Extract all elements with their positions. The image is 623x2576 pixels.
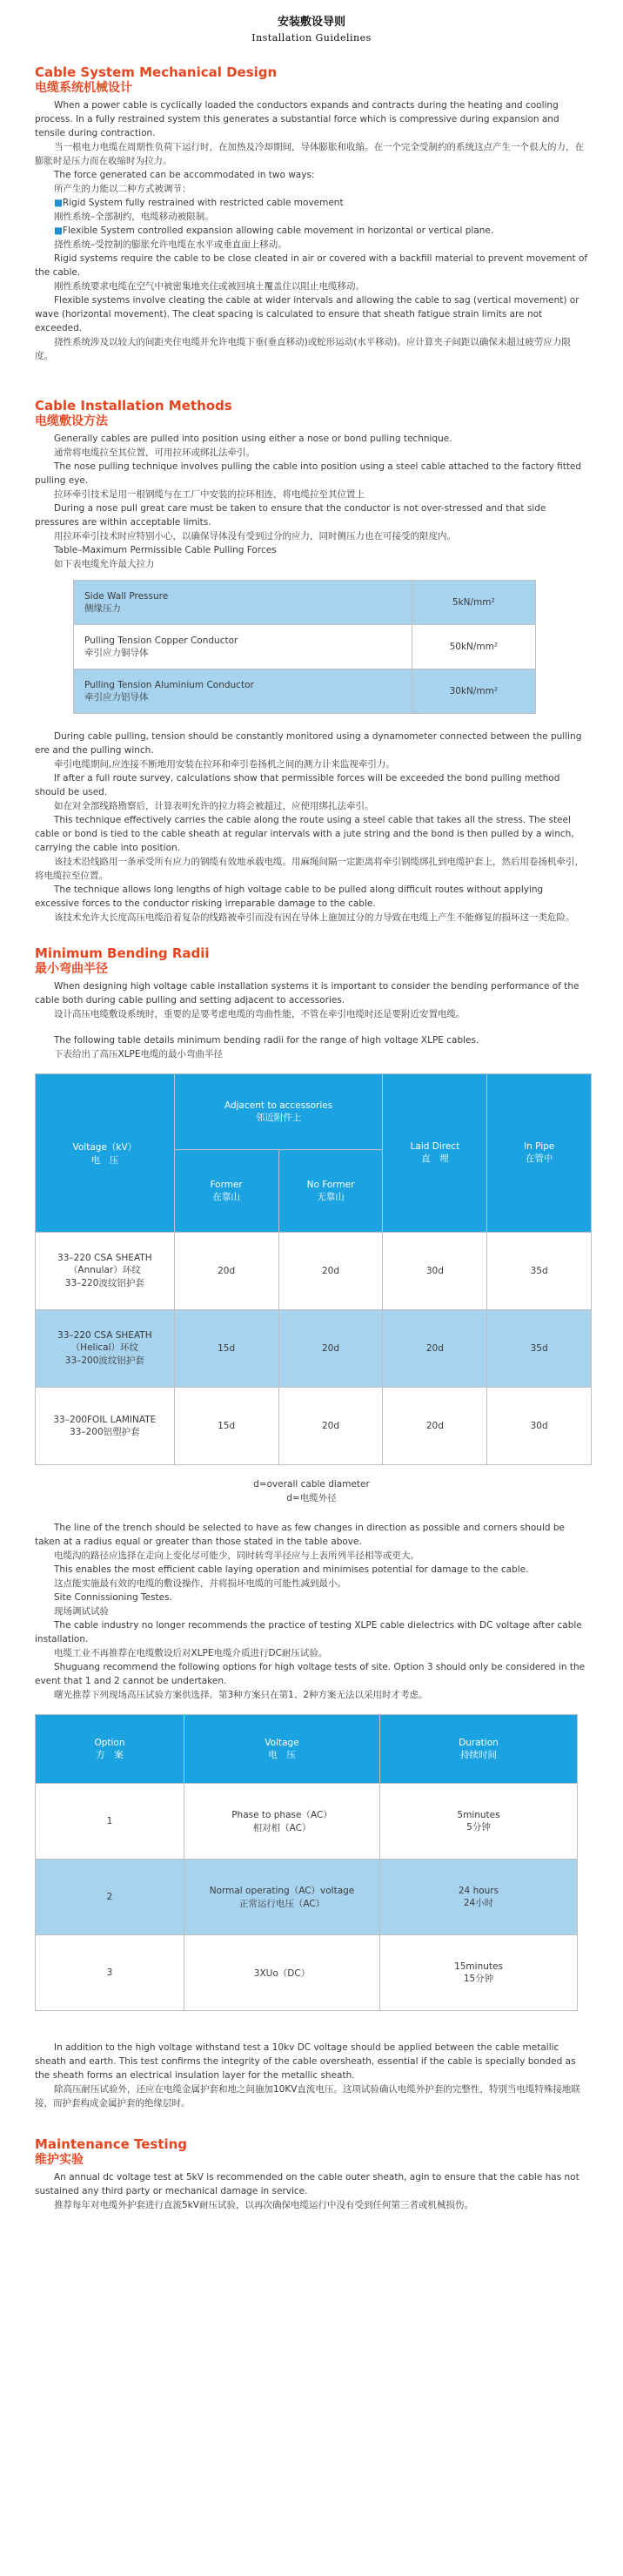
row-label-cn: 牵引应力铜导体: [84, 647, 149, 658]
legend-line: d=电缆外径: [286, 1493, 337, 1503]
paragraph: In addition to the high voltage withstand test a 10kv DC voltage should be applied between the cable metallic sheath and earth. This test confirms the integrity of the cable oversheath, essential if the cable is specially bonded as the sheath forms an electrical insulation layer for the metallic sheath.: [35, 2042, 576, 2081]
section-heading-en: Maintenance Testing: [35, 2136, 188, 2152]
paragraph: When a power cable is cyclically loaded the conductors expands and contracts during the heating and cooling process. In a fully restrained system this generates a substantial force which is compressive during expansion and tensile during contraction.: [35, 100, 559, 138]
paragraph: 通常将电缆拉至其位置，可用拉环或绑扎法牵引。: [54, 447, 255, 458]
paragraph: Generally cables are pulled into position using either a nose or bond pulling technique.: [54, 434, 452, 444]
table-cell: 20d: [174, 1233, 278, 1310]
paragraph: During a nose pull great care must be taken to ensure that the conductor is not over-stressed and that side pressures are within acceptable limits.: [35, 503, 546, 528]
paragraph: 现场调试试验: [54, 1606, 109, 1617]
header-text-cn: 直 埋: [421, 1153, 449, 1164]
paragraph: 刚性系统–全部制约，电缆移动被限制。: [54, 212, 214, 222]
table-caption-cn: 如下表电缆允许最大拉力: [54, 559, 155, 569]
header-option: [36, 1715, 184, 1784]
section-bending-radii: [35, 945, 588, 2110]
legend-line: d=overall cable diameter: [253, 1479, 370, 1490]
paragraph: 推荐每年对电缆外护套进行直流5kV耐压试验，以再次确保电缆运行中没有受到任何第三者或机械损伤。: [54, 2200, 473, 2210]
table-header-row: [36, 1715, 578, 1784]
cell-line: 33–200铝塑护套: [70, 1426, 140, 1437]
paragraph: 设计高压电缆敷设系统时，重要的是要考虑电缆的弯曲性能，不管在牵引电缆时还是要附近安置电缆。: [54, 1009, 466, 1019]
header-laid-direct: [383, 1074, 487, 1233]
header-text-cn: 持续时间: [460, 1749, 497, 1760]
section-heading-cn: 维护实验: [35, 2153, 84, 2167]
paragraph: Flexible systems involve cleating the cable at wider intervals and allowing the cable to sag (vertical movement) or wave (horizontal movement). The cleat spacing is calculated to ensure that sheath fatigue strain limits are not exceeded.: [35, 295, 579, 333]
paragraph: 用拉环牵引技术时应特别小心，以确保导体没有受到过分的应力，同时侧压力也在可接受的限度内。: [54, 531, 456, 541]
cell-line: 15minutes: [454, 1961, 503, 1972]
table-cell: 20d: [278, 1233, 383, 1310]
table-cell: 30d: [487, 1388, 592, 1465]
header-text: Voltage: [265, 1737, 299, 1748]
header-text: Adjacent to accessories: [224, 1100, 333, 1111]
table-row: [74, 669, 536, 714]
header-text-cn: 在管中: [525, 1153, 553, 1164]
paragraph: This technique effectively carries the cable along the route using a steel cable that takes all the stress. The steel cable or bond is tied to the cable sheath at regular intervals with a jute string and the bond is then pulled by a winch, carrying the cable into position.: [35, 815, 574, 853]
table-row: [36, 1388, 592, 1465]
table-cell: 30kN/mm²: [412, 669, 535, 714]
header-text-cn: 邻近附件上: [255, 1112, 302, 1123]
paragraph: 拉环牵引技术是用一根钢缆与在工厂中安装的拉环相连，将电缆拉至其位置上: [54, 489, 365, 500]
header-no-former: [278, 1150, 383, 1233]
table-caption: Table–Maximum Permissible Cable Pulling Forces: [54, 545, 277, 555]
paragraph: 所产生的力能以二种方式被调节：: [54, 184, 191, 194]
table-row: [74, 625, 536, 669]
section-mechanical-design: [35, 64, 588, 363]
section-heading-en: Cable System Mechanical Design: [35, 64, 278, 80]
paragraph: The nose pulling technique involves pulling the cable into position using a steel cable attached to the factory fitted pulling eye.: [35, 461, 582, 486]
section-heading-cn: 最小弯曲半径: [35, 962, 108, 976]
table-cell: [380, 1860, 578, 1935]
site-test-options-table: [35, 1714, 578, 2011]
paragraph: 挠性系统涉及以较大的间距夹住电缆并允许电缆下垂(垂直移动)或蛇形运动(水平移动)。应计算夹子间距以确保未超过疲劳应力限度。: [35, 337, 571, 361]
table-cell: [36, 1310, 175, 1388]
paragraph: 当一根电力电缆在周期性负荷下运行时，在加热及冷却期间，导体膨胀和收缩。在一个完全受制约的系统这点产生一个很大的力，在膨胀时是压力而在收缩时为拉力。: [35, 142, 584, 166]
bending-radii-table: [35, 1073, 592, 1465]
cell-line: 15分钟: [463, 1973, 494, 1984]
bullet-square-icon: ■: [54, 225, 63, 236]
cell-line: 正常运行电压（AC）: [238, 1899, 325, 1909]
header-text-cn: 方 案: [96, 1749, 124, 1760]
paragraph: The cable industry no longer recommends the practice of testing XLPE cable dielectrics with DC voltage after cable installation.: [35, 1620, 582, 1644]
paragraph: The line of the trench should be selected to have as few changes in direction as possible and corners should be taken at a radius equal or greater than those stated in the table above.: [35, 1523, 566, 1547]
table-cell: 5kN/mm²: [412, 581, 535, 625]
bullet-item: [35, 224, 588, 238]
cell-line: 33–220 CSA SHEATH: [57, 1330, 152, 1341]
table-cell: [74, 669, 412, 714]
header-text: Voltage（kV）: [72, 1141, 137, 1153]
bullet-item: [35, 196, 588, 210]
header-adjacent: [174, 1074, 383, 1150]
row-label-en: Side Wall Pressure: [84, 590, 169, 602]
paragraph: The force generated can be accommodated in two ways:: [54, 170, 315, 180]
table-cell: 30d: [383, 1233, 487, 1310]
row-label-en: Pulling Tension Copper Conductor: [84, 635, 238, 646]
table-cell: 1: [36, 1784, 184, 1860]
paragraph: 这点能实施最有效的电缆的敷设操作，并将损坏电缆的可能性减到最小。: [54, 1578, 346, 1589]
header-voltage: [36, 1074, 175, 1233]
table-cell: 20d: [278, 1310, 383, 1388]
paragraph: When designing high voltage cable installation systems it is important to consider the bending performance of the cable both during cable pulling and setting adjacent to accessories.: [35, 981, 579, 1006]
table-cell: 35d: [487, 1310, 592, 1388]
table-cell: 35d: [487, 1233, 592, 1310]
document-title: [35, 12, 588, 44]
header-text: Duration: [459, 1737, 499, 1748]
cell-line: 33–220波纹铝护套: [64, 1278, 144, 1288]
cell-line: 24 hours: [458, 1885, 499, 1896]
cell-line: 24小时: [463, 1897, 494, 1908]
table-cell: [184, 1784, 380, 1860]
pulling-forces-table: [73, 580, 536, 714]
table-cell: [380, 1935, 578, 2011]
table-cell: 20d: [383, 1388, 487, 1465]
table-cell: [184, 1860, 380, 1935]
row-label-cn: 牵引应力铝导体: [84, 691, 149, 703]
header-former: [174, 1150, 278, 1233]
paragraph: 刚性系统要求电缆在空气中被密集地夹住或被回填土覆盖住以阻止电缆移动。: [54, 281, 365, 292]
header-text: Laid Direct: [410, 1141, 460, 1152]
paragraph: 牵引电缆期间,应连接不断地用安装在拉环和牵引卷扬机之间的测力计来监视牵引力。: [54, 759, 395, 770]
table-row: [36, 1233, 592, 1310]
cell-line: 5minutes: [457, 1809, 500, 1820]
header-text: In Pipe: [524, 1141, 555, 1152]
row-label-en: Pulling Tension Aluminium Conductor: [84, 679, 254, 690]
header-in-pipe: [487, 1074, 592, 1233]
cell-line: 33–200FOIL LAMINATE: [53, 1414, 157, 1425]
paragraph: Rigid systems require the cable to be close cleated in air or covered with a backfill material to prevent movement of the cable.: [35, 253, 588, 278]
cell-line: （Annular）环纹: [68, 1265, 141, 1275]
header-text: No Former: [306, 1179, 355, 1190]
header-text-cn: 在靠山: [212, 1191, 240, 1202]
header-voltage: [184, 1715, 380, 1784]
cell-line: 33–200波纹铝护套: [64, 1355, 144, 1366]
cell-line: Normal operating（AC）voltage: [209, 1886, 355, 1896]
paragraph: An annual dc voltage test at 5kV is recommended on the cable outer sheath, agin to ensure that the cable has not sustained any third party or mechanical damage in service.: [35, 2172, 579, 2196]
cell-line: 相对相（AC）: [252, 1823, 312, 1833]
section-heading-en: Minimum Bending Radii: [35, 945, 210, 961]
section-heading-cn: 电缆系统机械设计: [35, 81, 132, 95]
cell-line: 33–220 CSA SHEATH: [57, 1253, 152, 1263]
row-label-cn: 侧缘压力: [84, 602, 121, 614]
paragraph: This enables the most efficient cable laying operation and minimises potential for damage to the cable.: [54, 1564, 529, 1575]
table-cell: [74, 625, 412, 669]
table-cell: 2: [36, 1860, 184, 1935]
bullet-square-icon: ■: [54, 198, 63, 208]
header-text-cn: 电 压: [268, 1749, 296, 1760]
section-heading-en: Cable Installation Methods: [35, 398, 232, 414]
table-row: [36, 1310, 592, 1388]
paragraph: 该技术沿线路用一条承受所有应力的钢缆有效地承载电缆。用麻绳间隔一定距离将牵引钢缆绑扎到电缆护套上，然后用卷扬机牵引，将电缆拉至位置。: [35, 857, 584, 881]
table-cell: 15d: [174, 1388, 278, 1465]
section-heading-cn: 电缆敷设方法: [35, 414, 108, 428]
header-text-cn: 无靠山: [317, 1191, 345, 1202]
table-cell: [380, 1784, 578, 1860]
paragraph: 下表给出了高压XLPE电缆的最小弯曲半径: [54, 1049, 224, 1059]
title-en: Installation Guidelines: [251, 32, 372, 44]
table-cell: [36, 1233, 175, 1310]
paragraph: The technique allows long lengths of high voltage cable to be pulled along difficult routes without applying excessive forces to the conductor risking irreparable damage to the cable.: [35, 884, 544, 909]
header-text: Option: [94, 1737, 125, 1748]
section-maintenance-testing: [35, 2136, 588, 2212]
title-cn: 安装敷设导则: [277, 16, 345, 29]
table-cell: [74, 581, 412, 625]
cell-line: Phase to phase（AC）: [231, 1810, 332, 1820]
table-row: [74, 581, 536, 625]
paragraph: Shuguang recommend the following options for high voltage tests of site. Option 3 should only be considered in the event that 1 and 2 cannot be undertaken.: [35, 1662, 586, 1686]
paragraph: 除高压耐压试验外，还应在电缆金属护套和地之间施加10KV直流电压。这项试验确认电缆外护套的完整性，特别当电缆特殊接地联接，而护套构成金属护套的绝缘层时。: [35, 2084, 580, 2109]
header-text: Former: [210, 1179, 243, 1190]
table-row: [36, 1784, 578, 1860]
table-cell: 15d: [174, 1310, 278, 1388]
section-installation-methods: [35, 398, 588, 925]
paragraph: 挠性系统–受控制的膨胀允许电缆在水平或垂直面上移动。: [54, 239, 287, 250]
bullet-text: Rigid System fully restrained with restricted cable movement: [62, 198, 344, 208]
paragraph: 电缆工业不再推荐在电缆敷设后对XLPE电缆介质进行DC耐压试验。: [54, 1648, 328, 1658]
header-text-cn: 电 压: [90, 1154, 119, 1166]
table-header-row: [36, 1074, 592, 1150]
table-cell: 3: [36, 1935, 184, 2011]
table-legend: [35, 1477, 588, 1505]
table-cell: 20d: [278, 1388, 383, 1465]
document-page: [0, 12, 623, 2212]
table-row: [36, 1935, 578, 2011]
paragraph: 曙光推荐下列现场高压试验方案供选择。第3种方案只在第1、2种方案无法以采用时才考虑。: [54, 1690, 428, 1700]
table-cell: 20d: [383, 1310, 487, 1388]
paragraph: 电缆沟的路径应选择在走向上变化尽可能少，同时转弯半径应与上表所列半径相等或更大。: [54, 1550, 419, 1561]
header-duration: [380, 1715, 578, 1784]
table-cell: 50kN/mm²: [412, 625, 535, 669]
paragraph: 该技术允许大长度高压电缆沿着复杂的线路被牵引而没有因在导体上施加过分的力导致在电缆上产生不能修复的损坏这一类危险。: [54, 912, 575, 923]
paragraph: During cable pulling, tension should be constantly monitored using a dynamometer connected between the pulling ere and the pulling winch.: [35, 731, 582, 756]
table-row: [36, 1860, 578, 1935]
paragraph: The following table details minimum bending radii for the range of high voltage XLPE cables.: [54, 1035, 479, 1046]
paragraph: Site Connissioning Testes.: [54, 1592, 172, 1603]
paragraph: 如在对全部线路勘察后，计算表明允许的拉力将会被超过，应使用绑扎法牵引。: [54, 801, 374, 811]
bullet-text: Flexible System controlled expansion allowing cable movement in horizontal or vertical plane.: [62, 225, 494, 236]
cell-line: （Helical）环纹: [70, 1342, 138, 1353]
table-cell: 3XUo（DC）: [184, 1935, 380, 2011]
cell-line: 5分钟: [466, 1821, 491, 1833]
paragraph: If after a full route survey, calculations show that permissible forces will be exceeded the bond pulling method should be used.: [35, 773, 560, 797]
table-cell: [36, 1388, 175, 1465]
